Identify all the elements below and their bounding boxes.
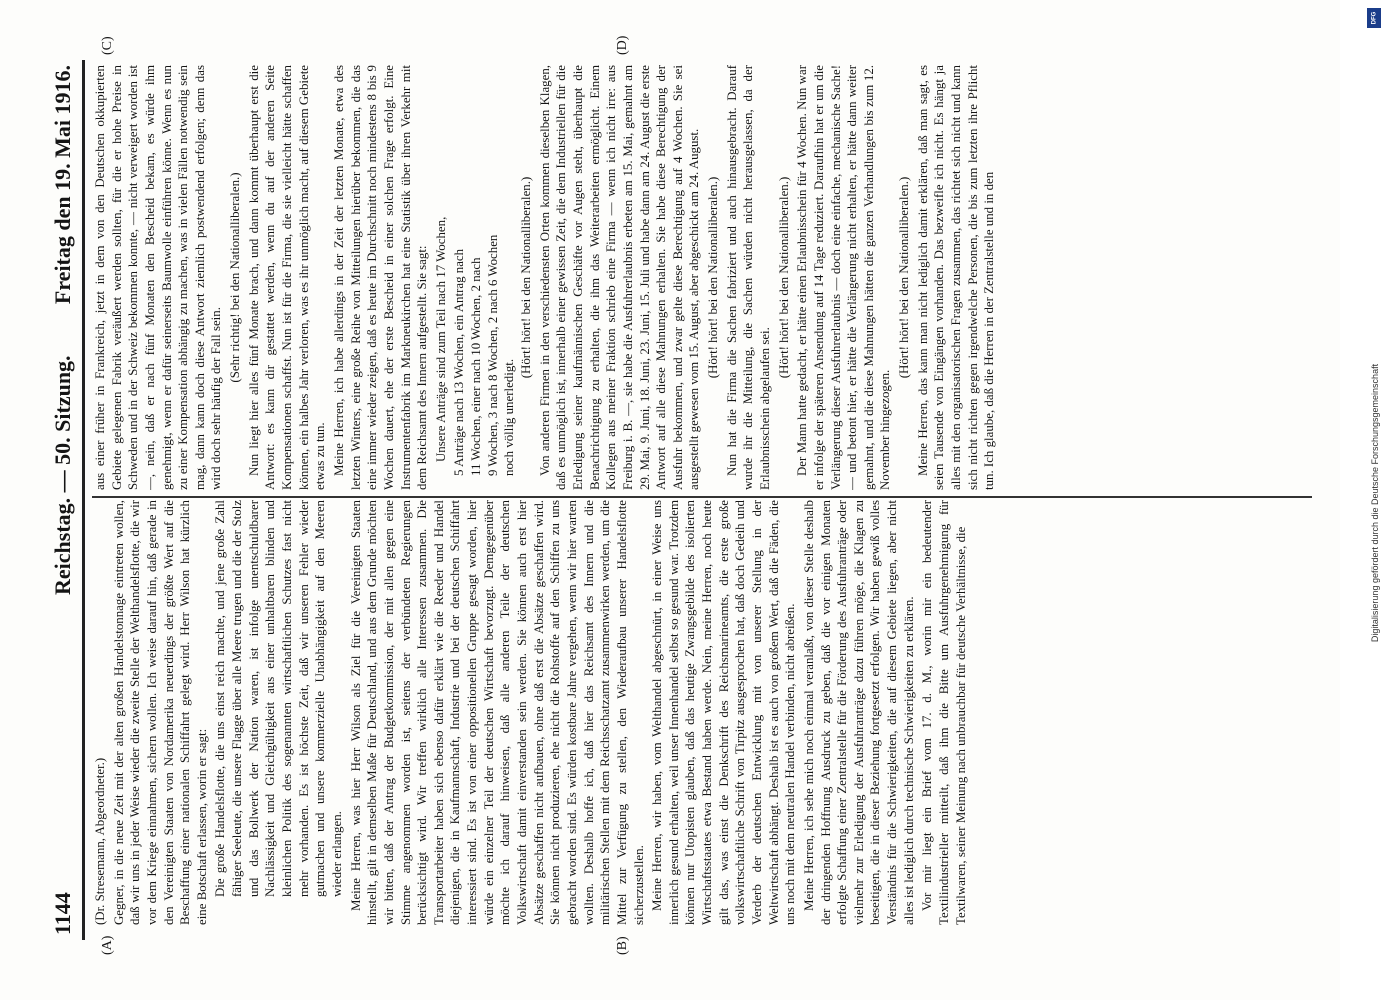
- text-paragraph: (Hört! hört! bei den Nationalliberalen.): [706, 176, 721, 379]
- text-paragraph: 5 Anträge nach 13 Wochen, ein Antrag nach: [452, 248, 467, 476]
- text-paragraph: Unsere Anträge sind zum Teil nach 17 Wochen,: [433, 216, 448, 462]
- text-paragraph: (Hört! hört! bei den Nationalliberalen.): [519, 176, 534, 379]
- session-date: Freitag den 19. Mai 1916.: [50, 65, 75, 305]
- text-paragraph: Vor mir liegt ein Brief vom 17. d. M., worin mir ein bedeutender Textilindustrieller mitteilt, daß ihm die Bitte um Ausfuhrgenehmigung für Textilwaren, seiner Meinung nach unbrauchbar für deutsche Verhältnisse, die: [920, 500, 968, 925]
- text-paragraph: noch völlig unerledigt.: [502, 358, 517, 476]
- text-paragraph: Die große Handelsflotte, die uns einst reich machte, und jene große Zahl fähiger Seeleute, die unsere Flagge über alle Meere trugen und die der Stolz und das Bollwerk der Nation waren, ist infolge unentschuldbarer Nachlässigkeit und Gleichgültigkeit aus einer unhaltbaren blinden und kleinlichen Politik des sogenannten wirtschaftlichen Schutzes fast nicht mehr vorhanden. Es ist höchste Zeit, daß wir unseren Fehler wieder gutmachen und unsere kommerzielle Unabhängigkeit auf den Meeren wieder erlangen.: [213, 500, 344, 897]
- margin-marker-c: (C): [100, 36, 115, 55]
- text-paragraph: Meine Herren, was hier Herr Wilson als Ziel für die Vereinigten Staaten hinstellt, gilt in demselben Maße für Deutschland, und aus dem Grunde möchten wir bitten, daß der Antrag der Budgetkommission, der mit allen gegen eine Stimme angenommen worden ist, seitens der verbündeten Regierungen berücksichtigt wird. Wir treffen wirklich alle Interessen zusammen. Die Transportarbeiter haben sich ebenso dafür erklärt wie die Reeder und Handel diejenigen, die in Kaufmannschaft, Industrie und bei der deutschen Schiffahrt interessiert sind. Es ist von einer oppositionellen Gruppe gesagt worden, hier würde ein einzelner Teil der deutschen Wirtschaft bevorzugt. Demgegenüber möchte ich darauf hinweisen, daß alle anderen Teile der deutschen Volkswirtschaft damit einverstanden sein werden. Sie können auch erst hier Absätze geschaffen nicht aufbauen, ohne daß erst die Absätze geschaffen wird. Sie können nicht produzieren, ehe nicht die Rohstoffe auf den Schiffen zu uns gebracht worden sind. Es würden kostbare Jahre vergehen, wenn wir hier warten wollten. Deshalb hoffe ich, daß hier das Reichsamt des Innern und die militärischen Stellen mit dem Reichsschatzamt zusammenwirken werden, um die Mittel zur Verfügung zu stellen, den Wiederaufbau unserer Handelsflotte sicherzustellen.: [348, 500, 646, 925]
- text-paragraph: 9 Wochen, 3 nach 8 Wochen, 2 nach 6 Wochen: [485, 234, 500, 476]
- text-paragraph: (Hört! hört! bei den Nationalliberalen.): [897, 176, 912, 379]
- text-paragraph: Meine Herren, ich sehe mich noch einmal veranlaßt, von dieser Stelle deshalb der dringenden Hoffnung Ausdruck zu geben, daß die vor einigen Monaten erfolgte Schaffung einer Zentralstelle für die Förderung des Ausfuhranträge oder vielmehr zur Erledigung der Ausfuhranträge dazu führen möge, die Klagen zu beseitigen, die in dieser Beziehung fortgesetzt erfolgen. Wir haben gewiß volles Verständnis für die Schwierigkeiten, die auf diesem Gebiete liegen, aber nicht alles ist lediglich durch technische Schwierigkeiten zu erklären.: [801, 500, 916, 925]
- column-divider: [92, 497, 1312, 499]
- text-paragraph: aus einer früher in Frankreich, jetzt in dem von den Deutschen okkupierten Gebiete gelegenen Fabrik veräußert werden sollten, für die er hohe Preise in Schweden und in der Schweiz bekommen konnte, — nicht verweigert worden ist —, nein, daß er nach fünf Monaten den Bescheid bekam, es würde ihm genehmigt, wenn er dafür seinerseits Baumwolle einführen könne. Wenn es nun zu einer Kompensation abhängig zu machen, was in vielen Fällen notwendig sein mag, dann kann doch diese Antwort ziemlich postwendend erfolgen; denn das wird doch sehr häufig der Fall sein.: [93, 65, 224, 490]
- margin-marker-d: (D): [615, 35, 630, 55]
- dfg-logo: DFG: [1367, 8, 1381, 28]
- page-header: [42, 65, 82, 935]
- text-paragraph: Meine Herren, das kann man nicht lediglich damit erklären, daß man sagt, es seien Tausende von Eingängen vorhanden. Das bezweifle ich nicht. Es hängt ja alles mit den organisatorischen Fragen zusammen, das richtet sich nicht und kann sich nicht richten gegen irgendwelche Personen, die bis zum letzten ihre Pflicht tun. Ich glaube, daß die Herren in der Zentralstelle und in den: [915, 65, 997, 490]
- right-text-column: [92, 65, 1322, 490]
- margin-marker-b: (B): [615, 936, 630, 955]
- text-paragraph: Meine Herren, ich habe allerdings in der Zeit der letzten Monate, etwa des letzten Winters, eine große Reihe von Mitteilungen hierüber bekommen, die das eine immer wieder zeigen, daß es heute im Durchschnitt noch mindestens 8 bis 9 Wochen dauert, ehe der erste Bescheid in einer solchen Frage erfolgt. Eine Instrumentenfabrik im Markneukirchen hat eine Statistik über ihren Verkehr mit dem Reichsamt des Innern aufgestellt. Sie sagt:: [331, 65, 430, 490]
- text-paragraph: (Sehr richtig! bei den Nationalliberalen.): [228, 172, 243, 383]
- digitization-credit: Digitalisierung gefördert durch die Deutsche Forschungsgemeinschaft: [1370, 363, 1380, 643]
- header-rule: [82, 60, 85, 940]
- text-paragraph: Nun liegt hier alles fünf Monate brach, und dann kommt überhaupt erst die Antwort: es kann dir gestattet werden, wenn du auf der anderen Seite Kompensationen schaffst. Nun ist für die Firma, die sie vielleicht hätte schaffen können, ein halbes Jahr verloren, was es ihr unmöglich macht, auf diesem Gebiete etwas zu tun.: [246, 65, 328, 490]
- text-paragraph: Von anderen Firmen in den verschiedensten Orten kommen dieselben Klagen, daß es unmöglich ist, innerhalb einer gewissen Zeit, die dem Industriellen für die Erledigung seiner kaufmännischen Geschäfte vor Augen steht, überhaupt die Benachrichtigung zu erhalten, die ihm das Weiterarbeiten ermöglicht. Einem Kollegen aus meiner Fraktion schrieb eine Firma — wenn ich nicht irre: aus Freiburg i. B. —, sie habe die Ausfuhrerlaubnis erbeten am 15. Mai, gemahnt am 29. Mai, 9. Juni, 18. Juni, 23. Juni, 15. Juli und habe dann am 24. August die erste Antwort auf alle diese Mahnungen erhalten. Sie habe diese Berechtigung der Ausfuhr bekommen, und zwar gelte diese Berechtigung auf 4 Wochen. Sie sei ausgestellt gewesen vom 15. August, aber abgeschickt am 24. August.: [537, 65, 702, 490]
- text-paragraph: Gegner, in die neue Zeit mit der alten großen Handelstonnage eintreten wollen, daß wir uns in jeder Weise wieder die zweite Stelle der Welthandelsflotte, die wir vor dem Kriege einnahmen, sichern wollen. Ich weise darauf hin, daß gerade in den Vereinigten Staaten von Nordamerika neuerdings der größte Wert auf die Beschaffung einer nationalen Schiffahrt gelegt wird. Herr Wilson hat kürzlich eine Botschaft erlassen, worin er sagt:: [111, 500, 209, 925]
- text-paragraph: Der Mann hatte gedacht, er hätte einen Erlaubnisschein für 4 Wochen. Nun war er infolge der späteren Ansendung auf 14 Tage reduziert. Daraufhin hat er um die Verlängerung dieser Ausfuhrerlaubnis — doch eine einfache, mechanische Sache! — und betont hier, er hätte die Verlängerung nicht erhalten, er hätte dann weiter gemahnt, und die diese Mahnungen hätten die ganzen Verhandlungen bis zum 12. November hingezogen.: [795, 65, 893, 490]
- session-title: Reichstag. — 50. Sitzung.: [50, 355, 75, 595]
- left-text-column: [92, 500, 1322, 925]
- text-paragraph: Nun hat die Firma die Sachen fabriziert und auch hinausgebracht. Darauf wurde ihr die Mitteilung, die Sachen würden nicht herausgelassen, da der Erlaubnisschein abgelaufen sei.: [724, 65, 772, 490]
- page-number: 1144: [50, 892, 75, 935]
- margin-marker-a: (A): [100, 935, 115, 955]
- text-paragraph: Meine Herren, wir haben, vom Welthandel abgeschnürt, in einer Weise uns innerlich gesund erhalten, weil unser Innenhandel selbst so gesund war. Trotzdem können nur Utopisten glauben, daß das heutige Zwangsgebilde des isolierten Wirtschaftsstaates etwa Bestand haben werde. Nein, meine Herren, noch heute gilt das, was einst die Denkschrift des Reichsmarineamts, die erste große volkswirtschaftliche Schrift von Tirpitz ausgesprochen hat, daß doch Gedeih und Verderb der deutschen Entwicklung mit von unserer Stellung in der Weltwirtschaft abhängt. Deshalb ist es auch von großem Wert, daß die Fäden, die uns noch mit dem neutralen Handel verbinden, nicht abreißen.: [650, 500, 798, 925]
- text-paragraph: 11 Wochen, einer nach 10 Wochen, 2 nach: [469, 257, 484, 476]
- text-paragraph: (Hört! hört! bei den Nationalliberalen.): [776, 176, 791, 379]
- text-paragraph: (Dr. Stresemann, Abgeordneter.): [93, 757, 107, 925]
